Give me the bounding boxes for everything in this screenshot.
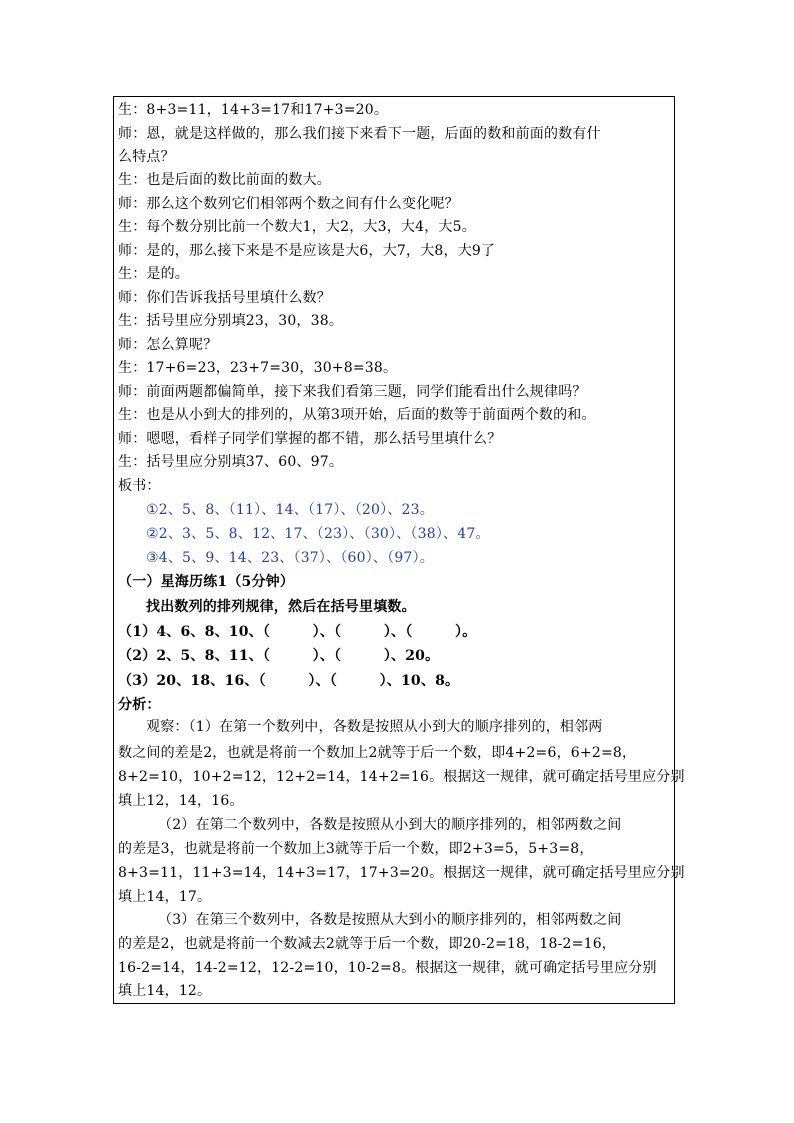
practice-item: （3）20、18、16、（ ）、（ ）、10、8。 [118,673,460,689]
analysis-line: （3）在第三个数列中，各数是按照从大到小的顺序排列的，相邻两数之间 [158,912,622,928]
dialogue-line: 生：17+6=23，23+7=30，30+8=38。 [118,360,398,376]
analysis-line: 观察：（1）在第一个数列中，各数是按照从小到大的顺序排列的，相邻两 [146,719,603,735]
practice-item: （2）2、5、8、11、（ ）、（ ）、20。 [118,648,440,664]
dialogue-line: 师：你们告诉我括号里填什么数？ [118,290,331,306]
dialogue-line: 么特点？ [118,149,175,165]
board-line: ③4、5、9、14、23、（37）、（60）、（97）。 [146,550,434,566]
analysis-line: 的差是2，也就是将前一个数减去2就等于后一个数，即20-2=18，18-2=16， [118,936,617,952]
practice-instruction: 找出数列的排列规律，然后在括号里填数。 [146,599,416,615]
practice-item: （1）4、6、8、10、（ ）、（ ）、（ ）。 [118,624,477,640]
board-label: 板书： [118,478,161,494]
analysis-line: 16-2=14，14-2=12，12-2=10，10-2=8。根据这一规律，就可确定括号里应分别 [118,960,657,976]
dialogue-line: 生：括号里应分别填37、60、97。 [118,454,344,470]
dialogue-line: 生：括号里应分别填23，30，38。 [118,313,344,329]
dialogue-line: 师：怎么算呢？ [118,337,218,353]
dialogue-line: 师：嗯嗯，看样子同学们掌握的都不错，那么括号里填什么？ [118,431,502,447]
dialogue-line: 师：那么这个数列它们相邻两个数之间有什么变化呢？ [118,196,459,212]
board-line: ②2、3、5、8、12、17、（23）、（30）、（38）、47。 [146,526,490,542]
dialogue-line: 生：也是从小到大的排列的，从第3项开始，后面的数等于前面两个数的和。 [118,407,596,423]
dialogue-line: 生：也是后面的数比前面的数大。 [118,172,331,188]
dialogue-line: 师：恩，就是这样做的，那么我们接下来看下一题，后面的数和前面的数有什 [118,126,601,142]
dialogue-line: 生：8+3=11，14+3=17和17+3=20。 [118,102,389,118]
analysis-line: 填上14，17。 [118,889,212,905]
board-line: ①2、5、8、（11）、14、（17）、（20）、23。 [146,502,434,518]
analysis-line: 8+2=10，10+2=12，12+2=14，14+2=16。根据这一规律，就可确定括号里应分别 [118,769,685,785]
analysis-line: （2）在第二个数列中，各数是按照从小到大的顺序排列的，相邻两数之间 [158,817,622,833]
dialogue-line: 生：是的。 [118,266,189,282]
dialogue-line: 师：是的，那么接下来是不是应该是大6，大7，大8，大9了 [118,243,496,259]
dialogue-line: 生：每个数分别比前一个数大1，大2，大3，大4，大5。 [118,219,476,235]
analysis-label: 分析： [118,697,161,713]
practice-heading: （一）星海历练1（5分钟） [118,574,295,590]
analysis-line: 8+3=11，11+3=14，14+3=17，17+3=20。根据这一规律，就可确定括号里应分别 [118,865,685,881]
analysis-line: 数之间的差是2，也就是将前一个数加上2就等于后一个数，即4+2=6，6+2=8， [118,745,637,761]
analysis-line: 填上12，14，16。 [118,793,244,809]
analysis-line: 的差是3，也就是将前一个数加上3就等于后一个数，即2+3=5，5+3=8， [118,841,594,857]
dialogue-line: 师：前面两题都偏简单，接下来我们看第三题，同学们能看出什么规律吗？ [118,384,587,400]
analysis-line: 填上14，12。 [118,983,212,999]
